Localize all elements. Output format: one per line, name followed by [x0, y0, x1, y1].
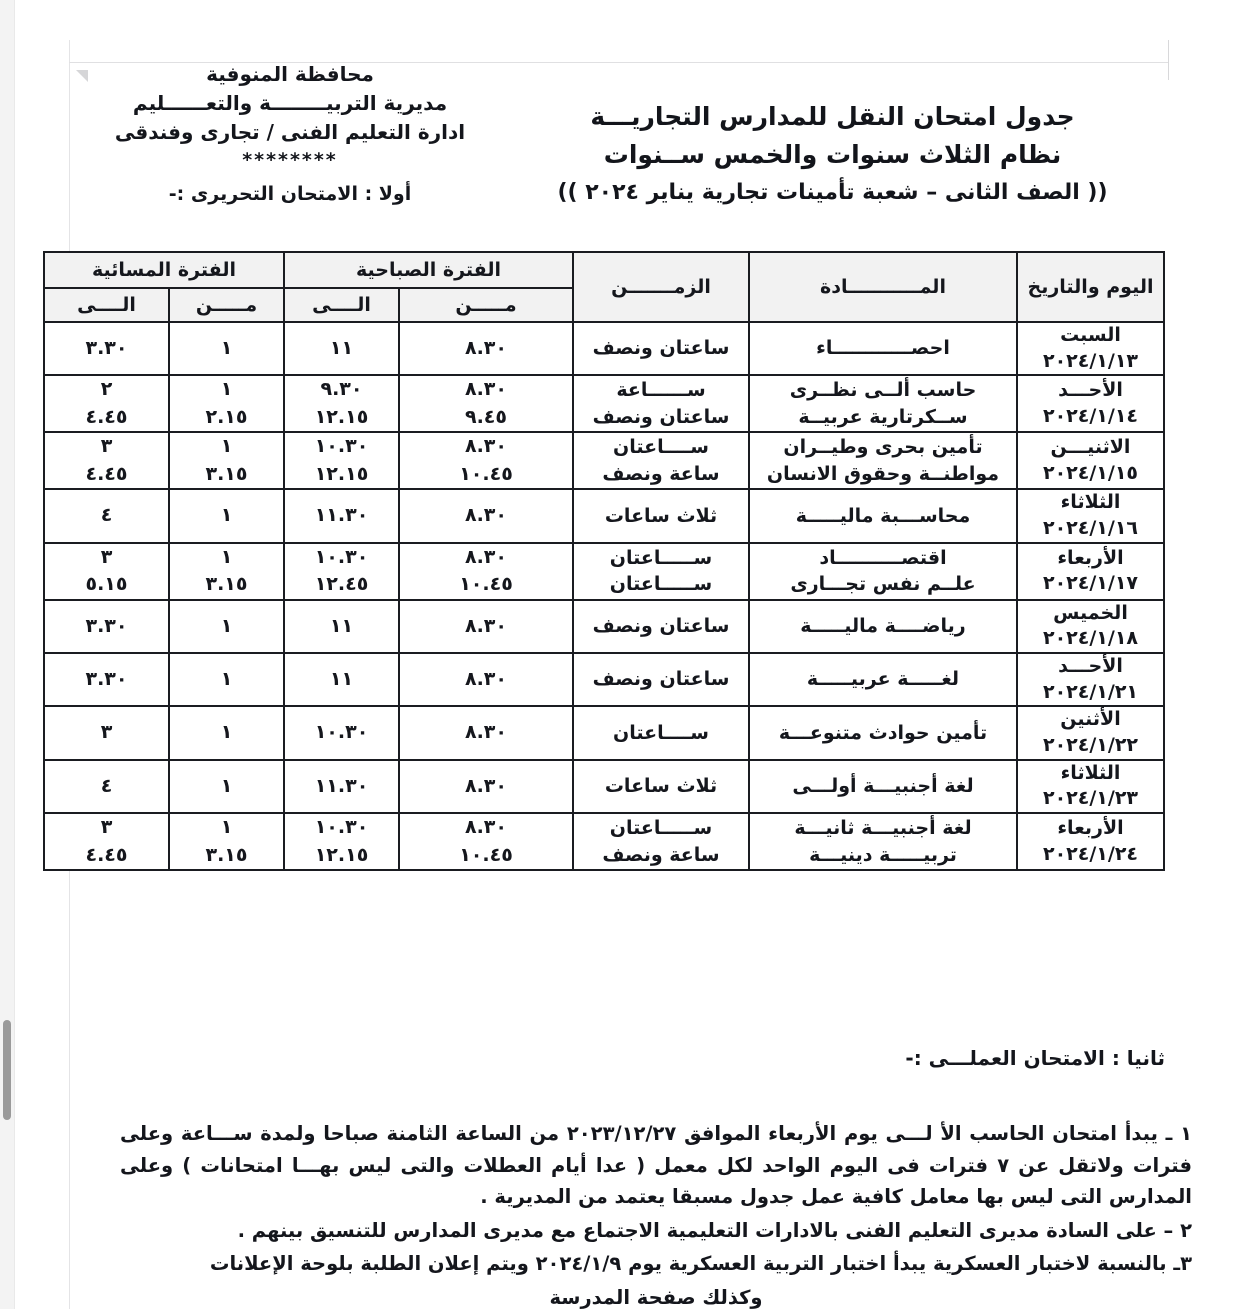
- table-head: [44, 252, 1164, 322]
- governorate-label: محافظة المنوفية: [206, 62, 374, 86]
- cell-subject: رياضــــة ماليـــــة: [749, 600, 1017, 653]
- cell-morning-from: ٨.٣٠: [399, 489, 573, 542]
- cell-morning-to: ١١: [284, 653, 399, 706]
- cell-day-date: السبت ٢٠٢٤/١/١٣: [1017, 322, 1164, 375]
- column-header-evening-from: مـــــن: [169, 288, 284, 322]
- cell-morning-from: ٨.٣٠ ١٠.٤٥: [399, 813, 573, 870]
- cell-morning-to: ٩.٣٠ ١٢.١٥: [284, 375, 399, 432]
- directorate-label: مديرية التربيــــــــة والتعــــــليم: [132, 91, 448, 115]
- cell-duration: ســــــاعة ساعتان ونصف: [573, 375, 749, 432]
- cell-morning-to: ١١.٣٠: [284, 760, 399, 813]
- column-header-duration: الزمـــــــن: [573, 252, 749, 322]
- cell-day-date: الثلاثاء ٢٠٢٤/١/١٦: [1017, 489, 1164, 542]
- cell-morning-from: ٨.٣٠: [399, 600, 573, 653]
- cell-duration: ثلاث ساعات: [573, 489, 749, 542]
- cell-evening-from: ١: [169, 760, 284, 813]
- cell-morning-from: ٨.٣٠: [399, 322, 573, 375]
- cell-day-date: الأحـــد ٢٠٢٤/١/٢١: [1017, 653, 1164, 706]
- cell-evening-to: ٤: [44, 760, 169, 813]
- cell-duration: ســــاعتان: [573, 706, 749, 759]
- cell-morning-to: ١١.٣٠: [284, 489, 399, 542]
- cell-subject: لغـــــة عربيـــــة: [749, 653, 1017, 706]
- column-header-morning-from: مـــــن: [399, 288, 573, 322]
- document-title-block: [490, 60, 1175, 209]
- cell-evening-from: ١: [169, 489, 284, 542]
- cell-morning-to: ١٠.٣٠ ١٢.١٥: [284, 432, 399, 489]
- cell-evening-to: ٣ ٤.٤٥: [44, 813, 169, 870]
- cell-subject: لغة أجنبيـــة أولـــى: [749, 760, 1017, 813]
- separator-stars: ********: [242, 149, 338, 171]
- table-row: [44, 543, 1164, 600]
- cell-evening-to: ٣ ٥.١٥: [44, 543, 169, 600]
- page-title: جدول امتحان النقل للمدارس التجاريـــة: [590, 102, 1075, 131]
- cell-evening-from: ١ ٣.١٥: [169, 543, 284, 600]
- cell-morning-from: ٨.٣٠: [399, 760, 573, 813]
- cell-morning-to: ١١: [284, 322, 399, 375]
- cell-morning-to: ١١: [284, 600, 399, 653]
- cell-evening-from: ١: [169, 706, 284, 759]
- cell-duration: ثلاث ساعات: [573, 760, 749, 813]
- cell-evening-from: ١ ٣.١٥: [169, 432, 284, 489]
- cell-evening-from: ١: [169, 600, 284, 653]
- cell-day-date: الأحـــد ٢٠٢٤/١/١٤: [1017, 375, 1164, 432]
- table-body: [44, 322, 1164, 870]
- footer-note-1: ١ ـ يبدأ امتحان الحاسب الأ لـــى يوم الأربعاء الموافق ٢٠٢٣/١٢/٢٧ من الساعة الثامنة صباحا ولمدة ســـاعة وعلى فترات ولاتقل عن ٧ فترات فى اليوم الواحد لكل معمل ( عدا أيام العطلات والتى ليس بهـــا امتحانات ) وعلى المدارس التى ليس بها معامل كافية عمل جدول مسبقا يعتمد من المديرية .: [120, 1122, 1193, 1209]
- document-header: [90, 60, 1175, 209]
- cell-morning-from: ٨.٣٠ ١٠.٤٥: [399, 432, 573, 489]
- table-row: [44, 600, 1164, 653]
- table-row: [44, 432, 1164, 489]
- column-header-evening-period: الفترة المسائية: [44, 252, 284, 288]
- cell-day-date: الاثنيـــن ٢٠٢٤/١/١٥: [1017, 432, 1164, 489]
- table-row: [44, 653, 1164, 706]
- column-header-subject: المـــــــــــادة: [749, 252, 1017, 322]
- cell-duration: ســـــاعتان ساعة ونصف: [573, 813, 749, 870]
- table-row: [44, 375, 1164, 432]
- cell-evening-to: ٤: [44, 489, 169, 542]
- cell-day-date: الأربعاء ٢٠٢٤/١/١٧: [1017, 543, 1164, 600]
- cell-day-date: الثلاثاء ٢٠٢٤/١/٢٣: [1017, 760, 1164, 813]
- cell-evening-from: ١ ٣.١٥: [169, 813, 284, 870]
- cell-subject: محاســـبة ماليـــــة: [749, 489, 1017, 542]
- page-subtitle: نظام الثلاث سنوات والخمس ســنوات: [603, 139, 1062, 169]
- cell-subject: حاسب ألــى نظــرى ســكرتارية عربيــة: [749, 375, 1017, 432]
- column-header-day-date: اليوم والتاريخ: [1017, 252, 1164, 322]
- table-row: [44, 706, 1164, 759]
- exam-schedule-container: [77, 251, 1165, 871]
- cell-morning-from: ٨.٣٠: [399, 706, 573, 759]
- footer-notes: [120, 1118, 1192, 1313]
- cell-duration: ســــاعتان ساعة ونصف: [573, 432, 749, 489]
- cell-evening-to: ٣.٣٠: [44, 653, 169, 706]
- cell-morning-to: ١٠.٣٠ ١٢.٤٥: [284, 543, 399, 600]
- cell-subject: تأمين بحرى وطيــران مواطنــة وحقوق الانسان: [749, 432, 1017, 489]
- exam-schedule-table: [43, 251, 1165, 871]
- cell-evening-to: ٣: [44, 706, 169, 759]
- cell-morning-to: ١٠.٣٠: [284, 706, 399, 759]
- cell-subject: لغة أجنبيـــة ثانيـــة تربيـــــة دينيـــة: [749, 813, 1017, 870]
- table-row: [44, 813, 1164, 870]
- cell-morning-from: ٨.٣٠: [399, 653, 573, 706]
- cell-day-date: الخميس ٢٠٢٤/١/١٨: [1017, 600, 1164, 653]
- cell-duration: ساعتان ونصف: [573, 653, 749, 706]
- cell-day-date: الأثنين ٢٠٢٤/١/٢٢: [1017, 706, 1164, 759]
- cell-duration: ساعتان ونصف: [573, 322, 749, 375]
- cell-subject: اقتصــــــــــاد علــم نفس تجـــارى: [749, 543, 1017, 600]
- cell-evening-from: ١ ٢.١٥: [169, 375, 284, 432]
- cell-evening-from: ١: [169, 322, 284, 375]
- department-label: ادارة التعليم الفنى / تجارى وفندقى: [114, 120, 466, 144]
- table-row: [44, 760, 1164, 813]
- cell-subject: تأمين حوادث متنوعـــة: [749, 706, 1017, 759]
- cell-evening-from: ١: [169, 653, 284, 706]
- cell-morning-from: ٨.٣٠ ٩.٤٥: [399, 375, 573, 432]
- cell-evening-to: ٣.٣٠: [44, 322, 169, 375]
- column-header-evening-to: الــــى: [44, 288, 169, 322]
- cell-evening-to: ٣.٣٠: [44, 600, 169, 653]
- column-header-morning-to: الــــى: [284, 288, 399, 322]
- footer-note-3-continuation: وكذلك صفحة المدرسة: [549, 1285, 763, 1309]
- column-header-morning-period: الفترة الصباحية: [284, 252, 573, 288]
- first-section-title: أولا : الامتحان التحريرى :-: [168, 182, 412, 205]
- footer-note-2: ٢ – على السادة مديرى التعليم الفنى بالادارات التعليمية الاجتماع مع مديرى المدارس للتنسيق بينهم .: [237, 1218, 1192, 1242]
- cell-morning-from: ٨.٣٠ ١٠.٤٥: [399, 543, 573, 600]
- second-section-title: ثانيا : الامتحان العملـــى :-: [905, 1046, 1165, 1070]
- cell-duration: ســـــاعتان ســـــاعتان: [573, 543, 749, 600]
- table-row: [44, 489, 1164, 542]
- table-row: [44, 322, 1164, 375]
- footer-note-3: ٣ـ بالنسبة لاختبار العسكرية يبدأ اختبار التربية العسكرية يوم ٢٠٢٤/١/٩ ويتم إعلان الطلبة بلوحة الإعلانات: [209, 1252, 1192, 1276]
- cell-evening-to: ٣ ٤.٤٥: [44, 432, 169, 489]
- cell-day-date: الأربعاء ٢٠٢٤/١/٢٤: [1017, 813, 1164, 870]
- cell-evening-to: ٢ ٤.٤٥: [44, 375, 169, 432]
- issuing-authority-block: [90, 60, 490, 208]
- cell-duration: ساعتان ونصف: [573, 600, 749, 653]
- page-scope: (( الصف الثانى – شعبة تأمينات تجارية يناير ٢٠٢٤ )): [557, 180, 1108, 205]
- cell-subject: احصــــــــــــاء: [749, 322, 1017, 375]
- cell-morning-to: ١٠.٣٠ ١٢.١٥: [284, 813, 399, 870]
